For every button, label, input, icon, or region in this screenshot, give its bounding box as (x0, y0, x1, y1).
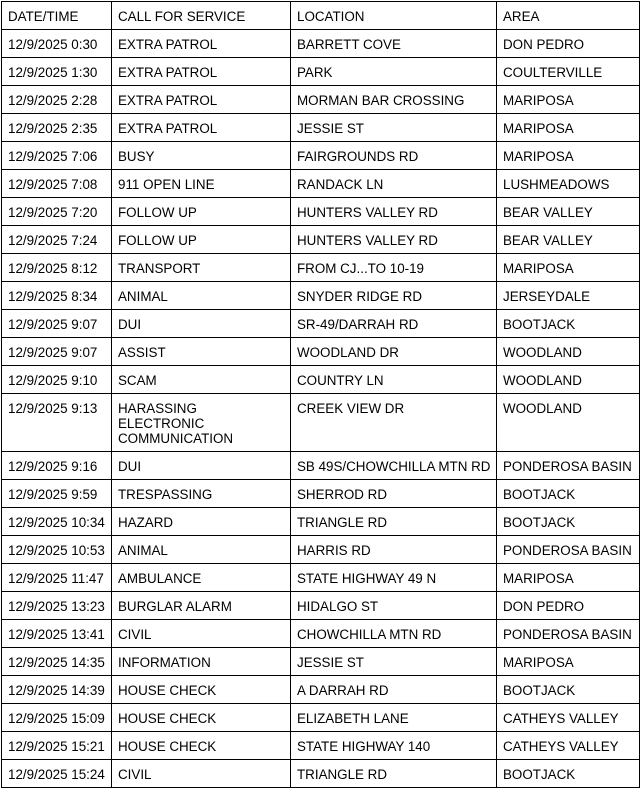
cell-date-time: 12/9/2025 7:24 (2, 226, 112, 254)
cell-date-time: 12/9/2025 10:53 (2, 536, 112, 564)
cell-call-for-service: HAZARD (112, 508, 291, 536)
cell-call-for-service: SCAM (112, 366, 291, 394)
table-row (2, 198, 640, 226)
table-row (2, 114, 640, 142)
cell-location: TRIANGLE RD (291, 508, 497, 536)
cell-area: COULTERVILLE (497, 58, 640, 86)
cell-date-time: 12/9/2025 7:06 (2, 142, 112, 170)
cell-location: SNYDER RIDGE RD (291, 282, 497, 310)
cell-area: PONDEROSA BASIN (497, 620, 640, 648)
table-row (2, 310, 640, 338)
cell-location: COUNTRY LN (291, 366, 497, 394)
cell-call-for-service: HOUSE CHECK (112, 676, 291, 704)
cell-location: CREEK VIEW DR (291, 394, 497, 452)
cell-location: PARK (291, 58, 497, 86)
cell-area: BOOTJACK (497, 508, 640, 536)
cell-area: BEAR VALLEY (497, 226, 640, 254)
table-row (2, 58, 640, 86)
cell-date-time: 12/9/2025 7:20 (2, 198, 112, 226)
cell-area: PONDEROSA BASIN (497, 536, 640, 564)
cell-date-time: 12/9/2025 14:39 (2, 676, 112, 704)
cell-date-time: 12/9/2025 9:13 (2, 394, 112, 452)
cell-date-time: 12/9/2025 7:08 (2, 170, 112, 198)
cell-date-time: 12/9/2025 13:41 (2, 620, 112, 648)
table-row (2, 30, 640, 58)
cell-location: HUNTERS VALLEY RD (291, 226, 497, 254)
cell-area: BOOTJACK (497, 480, 640, 508)
cell-call-for-service: TRESPASSING (112, 480, 291, 508)
cell-location: JESSIE ST (291, 648, 497, 676)
table-row (2, 86, 640, 114)
cell-area: WOODLAND (497, 394, 640, 452)
cell-call-for-service: CIVIL (112, 620, 291, 648)
table-row (2, 170, 640, 198)
cell-area: BOOTJACK (497, 676, 640, 704)
cell-call-for-service: EXTRA PATROL (112, 114, 291, 142)
cell-call-for-service: DUI (112, 310, 291, 338)
cell-location: STATE HIGHWAY 49 N (291, 564, 497, 592)
cell-area: MARIPOSA (497, 254, 640, 282)
cell-date-time: 12/9/2025 8:12 (2, 254, 112, 282)
cell-area: MARIPOSA (497, 142, 640, 170)
cell-location: HARRIS RD (291, 536, 497, 564)
cell-location: HIDALGO ST (291, 592, 497, 620)
table-row (2, 592, 640, 620)
cell-area: BOOTJACK (497, 310, 640, 338)
cell-area: BEAR VALLEY (497, 198, 640, 226)
cell-area: DON PEDRO (497, 592, 640, 620)
cell-date-time: 12/9/2025 15:21 (2, 732, 112, 760)
cell-area: MARIPOSA (497, 648, 640, 676)
cell-call-for-service: FOLLOW UP (112, 198, 291, 226)
cell-location: FAIRGROUNDS RD (291, 142, 497, 170)
cell-area: DON PEDRO (497, 30, 640, 58)
cell-area: WOODLAND (497, 338, 640, 366)
cell-location: MORMAN BAR CROSSING (291, 86, 497, 114)
calls-for-service-table (1, 1, 640, 788)
cell-call-for-service: CIVIL (112, 760, 291, 788)
cell-date-time: 12/9/2025 15:09 (2, 704, 112, 732)
table-row (2, 480, 640, 508)
cell-area: BOOTJACK (497, 760, 640, 788)
cell-date-time: 12/9/2025 9:07 (2, 310, 112, 338)
cell-location: TRIANGLE RD (291, 760, 497, 788)
cell-area: MARIPOSA (497, 564, 640, 592)
cell-call-for-service: 911 OPEN LINE (112, 170, 291, 198)
cell-call-for-service: TRANSPORT (112, 254, 291, 282)
cell-area: MARIPOSA (497, 86, 640, 114)
cell-area: LUSHMEADOWS (497, 170, 640, 198)
table-row (2, 676, 640, 704)
cell-call-for-service: AMBULANCE (112, 564, 291, 592)
header-area: AREA (497, 2, 640, 30)
cell-date-time: 12/9/2025 10:34 (2, 508, 112, 536)
cell-call-for-service: BURGLAR ALARM (112, 592, 291, 620)
table-row (2, 648, 640, 676)
cell-call-for-service: ANIMAL (112, 282, 291, 310)
cell-area: JERSEYDALE (497, 282, 640, 310)
table-row (2, 226, 640, 254)
table-row (2, 620, 640, 648)
table-row (2, 394, 640, 452)
cell-location: SHERROD RD (291, 480, 497, 508)
cell-date-time: 12/9/2025 11:47 (2, 564, 112, 592)
cell-location: SR-49/DARRAH RD (291, 310, 497, 338)
table-header (2, 2, 640, 30)
header-row (2, 2, 640, 30)
cell-date-time: 12/9/2025 15:24 (2, 760, 112, 788)
table-row (2, 536, 640, 564)
cell-location: WOODLAND DR (291, 338, 497, 366)
cell-date-time: 12/9/2025 2:28 (2, 86, 112, 114)
cell-area: WOODLAND (497, 366, 640, 394)
cell-date-time: 12/9/2025 9:16 (2, 452, 112, 480)
cell-date-time: 12/9/2025 8:34 (2, 282, 112, 310)
cell-date-time: 12/9/2025 9:10 (2, 366, 112, 394)
cell-date-time: 12/9/2025 9:59 (2, 480, 112, 508)
cell-call-for-service: DUI (112, 452, 291, 480)
table-row (2, 282, 640, 310)
table-row (2, 508, 640, 536)
table-row (2, 142, 640, 170)
cell-location: A DARRAH RD (291, 676, 497, 704)
cell-location: RANDACK LN (291, 170, 497, 198)
cell-date-time: 12/9/2025 14:35 (2, 648, 112, 676)
cell-location: ELIZABETH LANE (291, 704, 497, 732)
cell-location: BARRETT COVE (291, 30, 497, 58)
cell-call-for-service: BUSY (112, 142, 291, 170)
header-call-for-service: CALL FOR SERVICE (112, 2, 291, 30)
cell-location: JESSIE ST (291, 114, 497, 142)
table-row (2, 732, 640, 760)
table-row (2, 254, 640, 282)
table-row (2, 452, 640, 480)
cell-location: SB 49S/CHOWCHILLA MTN RD (291, 452, 497, 480)
table-row (2, 366, 640, 394)
cell-call-for-service: EXTRA PATROL (112, 30, 291, 58)
cell-date-time: 12/9/2025 9:07 (2, 338, 112, 366)
cell-date-time: 12/9/2025 0:30 (2, 30, 112, 58)
cell-call-for-service: INFORMATION (112, 648, 291, 676)
cell-call-for-service: HOUSE CHECK (112, 704, 291, 732)
cell-area: CATHEYS VALLEY (497, 732, 640, 760)
table-row (2, 564, 640, 592)
cell-location: HUNTERS VALLEY RD (291, 198, 497, 226)
cell-location: CHOWCHILLA MTN RD (291, 620, 497, 648)
header-location: LOCATION (291, 2, 497, 30)
cell-area: MARIPOSA (497, 114, 640, 142)
cell-location: STATE HIGHWAY 140 (291, 732, 497, 760)
cell-call-for-service: ANIMAL (112, 536, 291, 564)
table-body (2, 30, 640, 788)
cell-area: PONDEROSA BASIN (497, 452, 640, 480)
table-row (2, 338, 640, 366)
cell-call-for-service: HOUSE CHECK (112, 732, 291, 760)
cell-call-for-service: EXTRA PATROL (112, 86, 291, 114)
cell-location: FROM CJ...TO 10-19 (291, 254, 497, 282)
cell-date-time: 12/9/2025 1:30 (2, 58, 112, 86)
cell-date-time: 12/9/2025 2:35 (2, 114, 112, 142)
header-date-time: DATE/TIME (2, 2, 112, 30)
table-row (2, 704, 640, 732)
cell-call-for-service: ASSIST (112, 338, 291, 366)
cell-area: CATHEYS VALLEY (497, 704, 640, 732)
cell-call-for-service: EXTRA PATROL (112, 58, 291, 86)
cell-call-for-service: HARASSING ELECTRONIC COMMUNICATION (112, 394, 291, 452)
cell-date-time: 12/9/2025 13:23 (2, 592, 112, 620)
cell-call-for-service: FOLLOW UP (112, 226, 291, 254)
